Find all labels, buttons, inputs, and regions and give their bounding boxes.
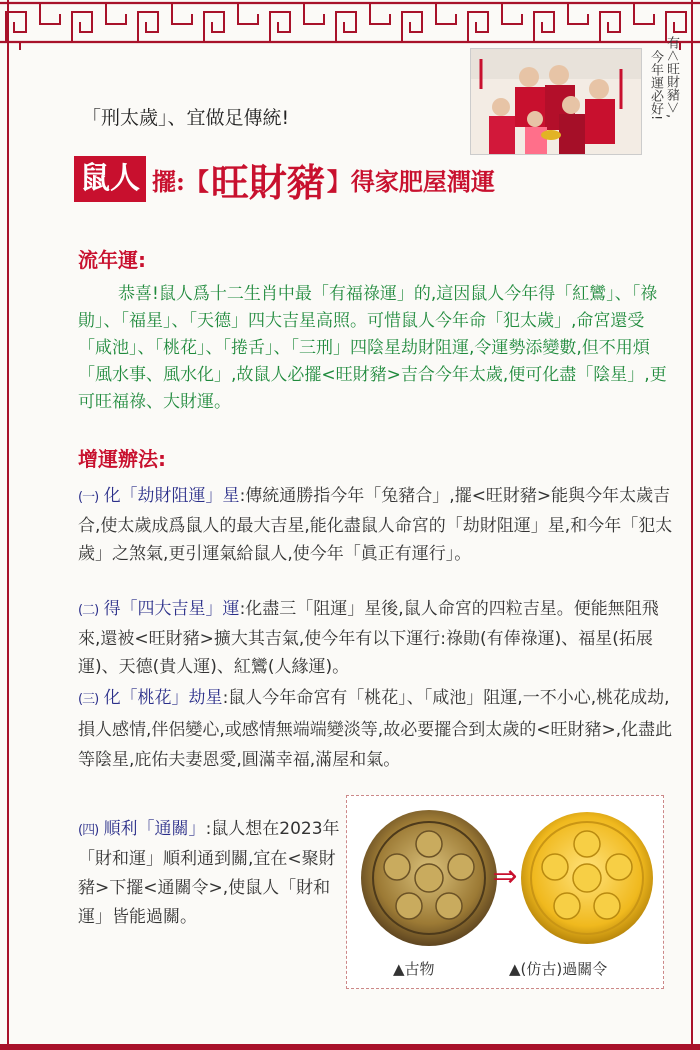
arrow-icon: ⇒ (492, 859, 518, 894)
photo-caption-line-2: 今年運必好! (648, 50, 663, 121)
method-text: :傳統通勝指今年「兔豬合」,擺<旺財豬>能與今年太歲吉合,使太歲成爲鼠人的最大吉星,能化盡鼠人命宮的「劫財阻運」星,和今年「犯太歲」之煞氣,更引運氣給鼠人,使今年「眞正有運行」。 (78, 486, 673, 564)
coin-images-panel (346, 795, 664, 989)
subtitle: 「刑太歲」、宜做足傳統! (82, 107, 290, 129)
family-photo-illustration (471, 49, 641, 154)
method-title: 順利「通關」 (103, 819, 206, 839)
method-number: (一) (78, 490, 99, 505)
methods-heading: 增運辦法: (78, 447, 166, 471)
left-border (7, 0, 9, 1050)
right-border (691, 0, 693, 1050)
method-number: (二) (78, 603, 99, 618)
bottom-border (0, 1044, 700, 1050)
lattice-border (0, 0, 700, 50)
method-item-4 (78, 815, 340, 932)
method-number: (四) (78, 823, 99, 838)
fortune-text: 恭喜!鼠人爲十二生肖中最「有福祿運」的,這因鼠人今年得「紅鸞」、「祿勛」、「福星」、「天德」四大吉星高照。可惜鼠人今年命「犯太歲」,命宮還受「咸池」、「桃花」、「捲舌」、「三刑」四陰星劫財阻運,令運勢添變數,但不用煩「風水事、風水化」,故鼠人必擺<旺財豬>吉合今年太歲,便可化盡「陰星」,更可旺福祿、大財運。 (78, 284, 667, 412)
method-text: :鼠人今年命宮有「桃花」、「咸池」阻運,一不小心,桃花成劫,損人感情,伴侶變心,或感情無端端變淡等,故必要擺合到太歲的<旺財豬>,化盡此等陰星,庇佑夫妻恩愛,圓滿幸福,滿屋和氣。 (78, 688, 673, 770)
method-text: :鼠人想在2023年「財和運」順利通到關,宜在<聚財豬>下擺<通關令>,使鼠人「財和運」皆能過關。 (78, 819, 340, 927)
page-title (74, 155, 495, 203)
method-title: 得「四大吉星」運 (103, 599, 240, 619)
method-text: :化盡三「阻運」星後,鼠人命宮的四粒吉星。便能無阻飛來,還被<旺財豬>擴大其吉氣,使今年有以下運行:祿勛(有俸祿運)、福星(拓展運)、天德(貴人運)、紅鸞(人緣運)。 (78, 599, 659, 677)
method-item-1 (78, 482, 673, 568)
method-item-3 (78, 683, 673, 775)
method-number: (三) (78, 692, 99, 707)
antique-caption: ▲古物 (393, 960, 435, 978)
method-title: 化「劫財阻運」星 (103, 486, 240, 506)
fortune-heading: 流年運: (78, 248, 146, 272)
photo-caption-line-1: 有＜旺財豬＞, (664, 36, 679, 119)
family-photo (470, 48, 642, 155)
replica-caption: ▲(仿古)過關令 (509, 960, 608, 978)
title-verb: 擺:【 (152, 166, 209, 196)
replica-coin (521, 812, 653, 944)
title-rest: 】得家肥屋潤運 (326, 166, 495, 196)
method-item-2 (78, 595, 673, 681)
title-main: 旺財豬 (210, 159, 325, 205)
antique-coin (361, 810, 497, 946)
title-badge: 鼠人 (74, 156, 146, 202)
coin-illustration (347, 796, 663, 956)
method-title: 化「桃花」劫星 (103, 688, 223, 708)
